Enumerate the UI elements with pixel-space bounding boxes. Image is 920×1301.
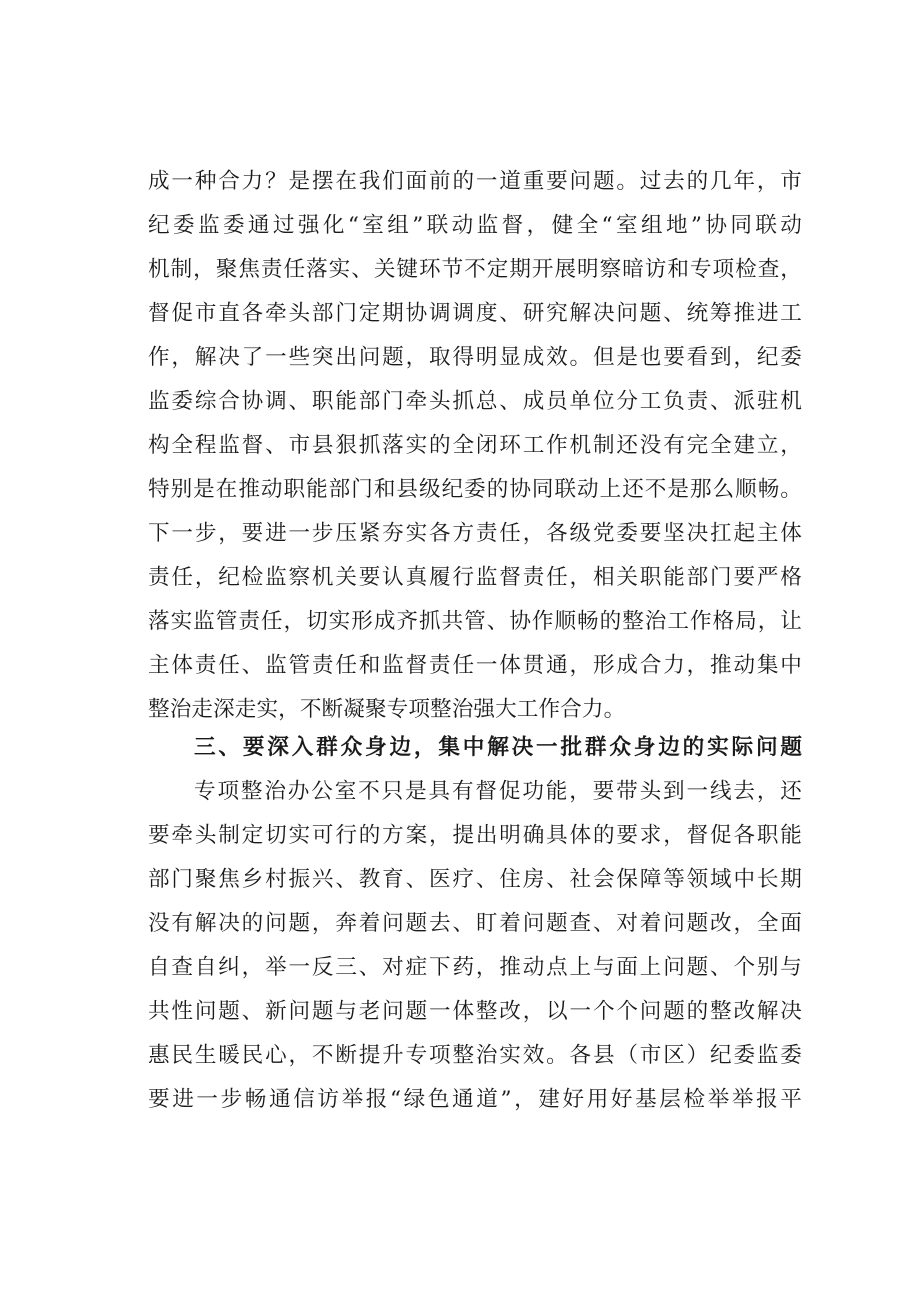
text-line: 督促市直各牵头部门定期协调调度、研究解决问题、统筹推进工 <box>148 301 802 326</box>
text-line: 特别是在推动职能部门和县级纪委的协同联动上还不是那么顺畅。 <box>148 477 802 502</box>
text-line-last: 整治走深走实，不断凝聚专项整治强大工作合力。 <box>148 697 626 722</box>
text-line: 惠民生暖民心，不断提升专项整治实效。各县（市区）纪委监委 <box>148 1043 802 1068</box>
text-line: 纪委监委通过强化“室组”联动监督，健全“室组地”协同联动 <box>148 213 802 238</box>
text-line: 作，解决了一些突出问题，取得明显成效。但是也要看到，纪委 <box>148 345 802 370</box>
text-line: 自查自纠，举一反三、对症下药，推动点上与面上问题、个别与 <box>148 955 802 980</box>
text-line: 共性问题、新问题与老问题一体整改，以一个个问题的整改解决 <box>148 999 802 1024</box>
text-line: 机制，聚焦责任落实、关键环节不定期开展明察暗访和专项检查， <box>148 257 802 282</box>
section-heading: 三、要深入群众身边，集中解决一批群众身边的实际问题 <box>194 735 802 760</box>
text-line: 监委综合协调、职能部门牵头抓总、成员单位分工负责、派驻机 <box>148 389 802 414</box>
text-line: 没有解决的问题，奔着问题去、盯着问题查、对着问题改，全面 <box>148 911 802 936</box>
text-line: 主体责任、监管责任和监督责任一体贯通，形成合力，推动集中 <box>148 653 802 678</box>
text-line: 构全程监督、市县狠抓落实的全闭环工作机制还没有完全建立， <box>148 433 802 458</box>
text-line: 要牵头制定切实可行的方案，提出明确具体的要求，督促各职能 <box>148 823 802 848</box>
text-line: 下一步，要进一步压紧夯实各方责任，各级党委要坚决扛起主体 <box>148 521 802 546</box>
text-line: 部门聚焦乡村振兴、教育、医疗、住房、社会保障等领域中长期 <box>148 867 802 892</box>
text-line: 落实监管责任，切实形成齐抓共管、协作顺畅的整治工作格局，让 <box>148 609 802 634</box>
text-line: 成一种合力？是摆在我们面前的一道重要问题。过去的几年，市 <box>148 169 802 194</box>
text-line: 责任，纪检监察机关要认真履行监督责任，相关职能部门要严格 <box>148 565 802 590</box>
text-line-first: 专项整治办公室不只是具有督促功能，要带头到一线去，还 <box>194 779 802 804</box>
text-line: 要进一步畅通信访举报“绿色通道”，建好用好基层检举举报平 <box>148 1087 802 1112</box>
